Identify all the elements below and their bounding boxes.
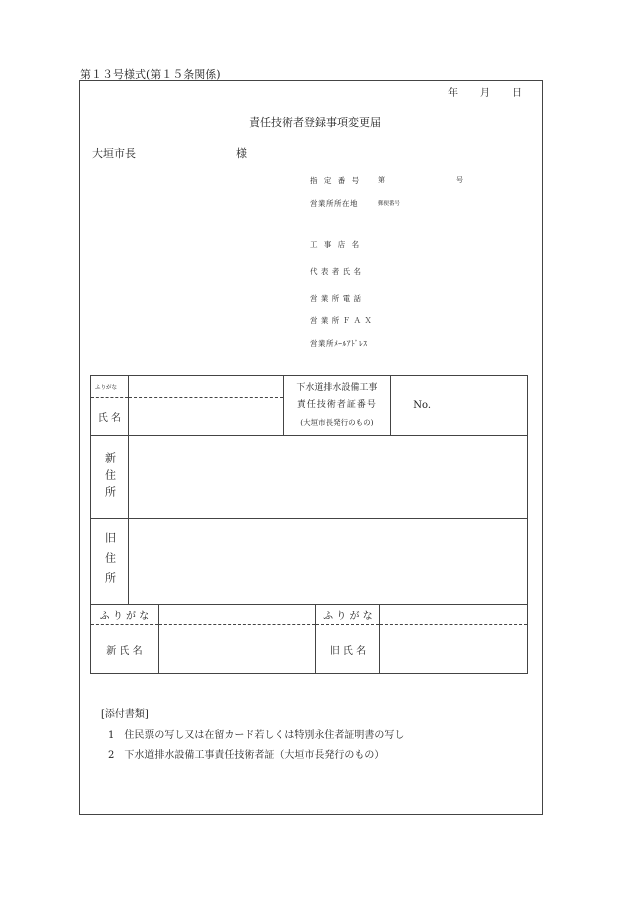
license-no-label: No. — [413, 400, 432, 411]
designation-dai: 第 — [378, 176, 385, 184]
office-phone-label: 営 業 所 電 話 — [310, 294, 362, 303]
license-line3: (大垣市長発行のもの) — [300, 418, 374, 427]
old-furigana-label: ふ り が な — [323, 611, 373, 622]
old-address-label: 旧住所 — [103, 531, 117, 592]
license-line1: 下水道排水設備工事 — [296, 383, 378, 393]
attachment-item: 2 下水道排水設備工事責任技術者証（大垣市長発行のもの） — [108, 750, 385, 761]
new-address-label: 新住所 — [103, 451, 117, 503]
old-name-field[interactable] — [380, 625, 528, 674]
furigana-field[interactable] — [128, 376, 283, 398]
date-year: 年 — [448, 88, 458, 99]
technician-table — [90, 375, 528, 605]
new-address-field[interactable] — [128, 436, 527, 519]
name-label: 氏 名 — [97, 413, 122, 424]
name-field[interactable] — [128, 398, 283, 436]
postal-code-label: 郵便番号 — [378, 201, 401, 207]
representative-label: 代 表 者 氏 名 — [310, 267, 362, 276]
designation-number-label: 指 定 番 号 — [310, 176, 362, 185]
new-name-label: 新 氏 名 — [106, 645, 143, 657]
store-name-label: 工 事 店 名 — [310, 240, 362, 249]
old-address-field[interactable] — [128, 519, 527, 605]
new-furigana-label: ふ り が な — [99, 611, 150, 622]
date-day: 日 — [512, 88, 522, 99]
name-change-table — [90, 604, 528, 674]
furigana-label: ふりがな — [95, 385, 118, 391]
attachments-heading: [添付書類] — [101, 709, 149, 720]
office-address-label: 営業所所在地 — [310, 199, 358, 208]
office-email-label: 営業所ﾒｰﾙｱﾄﾞﾚｽ — [310, 339, 368, 348]
old-furigana-field[interactable] — [380, 605, 528, 625]
date-month: 月 — [480, 88, 490, 99]
designation-go: 号 — [456, 176, 463, 184]
honorific: 様 — [236, 147, 247, 160]
license-line2: 責任技術者証番号 — [296, 400, 377, 410]
form-number: 第１３号様式(第１５条関係) — [80, 68, 221, 81]
addressee: 大垣市長 — [92, 147, 136, 160]
office-fax-label: 営 業 所 Ｆ Ａ Ｘ — [310, 316, 373, 325]
attachment-item: 1 住民票の写し又は在留カード若しくは特別永住者証明書の写し — [108, 730, 405, 741]
old-name-label: 旧 氏 名 — [329, 645, 367, 657]
document-title: 責任技術者登録事項変更届 — [249, 116, 381, 129]
new-name-field[interactable] — [158, 625, 316, 674]
new-furigana-field[interactable] — [158, 605, 316, 625]
